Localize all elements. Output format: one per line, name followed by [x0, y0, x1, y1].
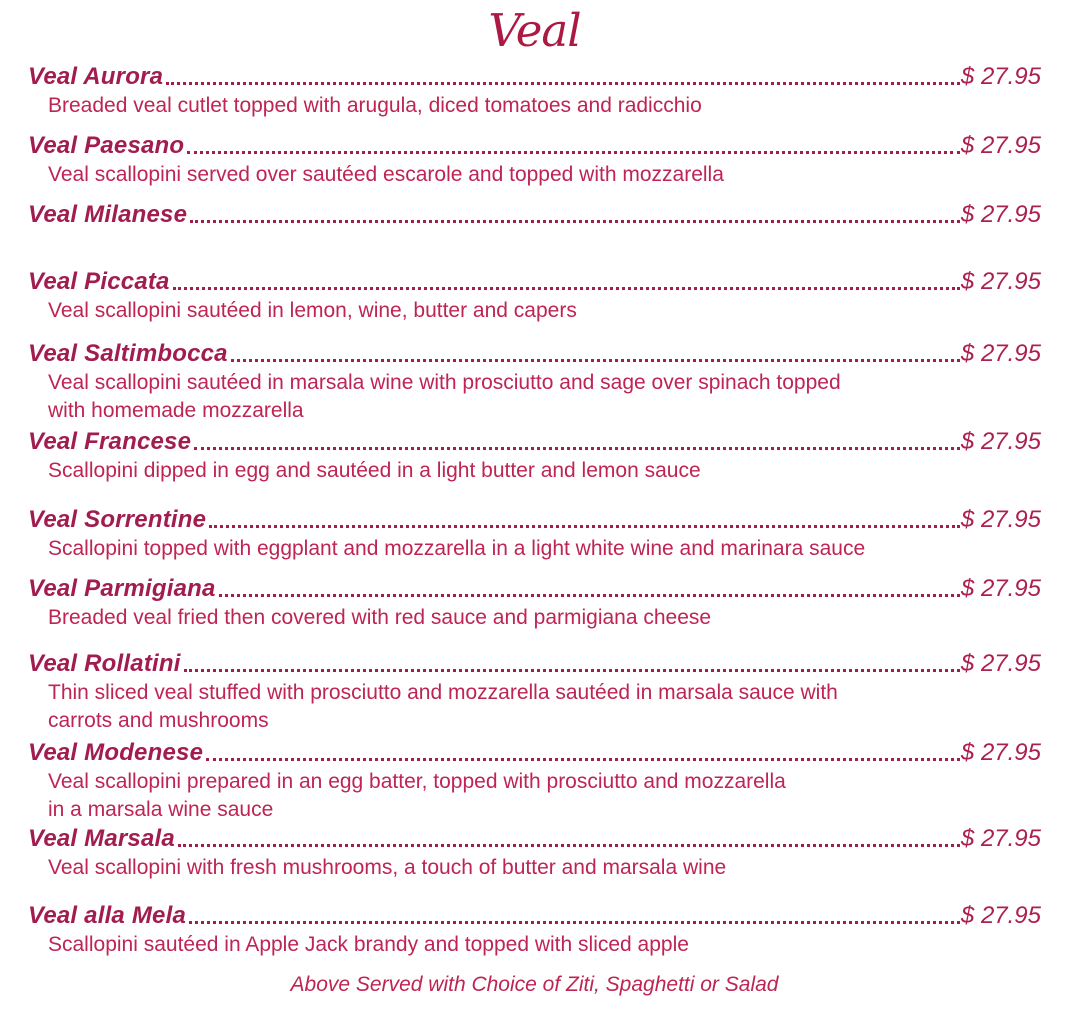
footer-note: Above Served with Choice of Ziti, Spaghetti or Salad: [290, 973, 779, 996]
menu-item: [28, 738, 1041, 824]
item-price: $ 27.95: [960, 268, 1041, 295]
menu-item: [28, 824, 1041, 882]
item-price: $ 27.95: [960, 506, 1041, 533]
menu-item: [28, 901, 1041, 959]
item-description-line: Veal scallopini prepared in an egg batter, topped with prosciutto and mozzarella: [48, 770, 786, 793]
dotted-leader: [173, 287, 960, 290]
item-description: [28, 854, 1041, 882]
item-description-line: Veal scallopini with fresh mushrooms, a touch of butter and marsala wine: [48, 856, 727, 879]
menu-item-row: [28, 131, 1041, 161]
menu-item: [28, 505, 1041, 563]
item-name: Veal Piccata: [28, 268, 170, 295]
dotted-leader: [231, 359, 960, 362]
dotted-leader: [190, 220, 960, 223]
menu-item-row: [28, 901, 1041, 931]
dotted-leader: [166, 82, 960, 85]
item-price: $ 27.95: [960, 650, 1041, 677]
item-price: $ 27.95: [960, 340, 1041, 367]
item-description-line: Scallopini topped with eggplant and mozzarella in a light white wine and marinara sauce: [48, 537, 866, 560]
item-name: Veal Francese: [28, 428, 192, 455]
item-name: Veal Sorrentine: [28, 506, 207, 533]
item-description: [28, 604, 1041, 632]
item-name: Veal Parmigiana: [28, 575, 216, 602]
item-description: [28, 931, 1041, 959]
dotted-leader: [178, 844, 960, 847]
item-price: $ 27.95: [960, 902, 1041, 929]
item-description-line: Veal scallopini sautéed in marsala wine with prosciutto and sage over spinach topped: [48, 371, 841, 394]
item-description-line: Breaded veal cutlet topped with arugula, diced tomatoes and radicchio: [48, 94, 702, 117]
item-description-line: Veal scallopini sautéed in lemon, wine, butter and capers: [48, 299, 577, 322]
menu-item-row: [28, 62, 1041, 92]
dotted-leader: [219, 594, 960, 597]
item-name: Veal alla Mela: [28, 902, 187, 929]
item-description: [28, 535, 1041, 563]
item-description: [28, 297, 1041, 325]
menu-item: [28, 131, 1041, 189]
item-price: $ 27.95: [960, 739, 1041, 766]
dotted-leader: [189, 921, 960, 924]
menu-item: [28, 200, 1041, 230]
item-description: [28, 457, 1041, 485]
item-description-line: in a marsala wine sauce: [48, 798, 274, 821]
menu-item: [28, 267, 1041, 325]
item-name: Veal Milanese: [28, 201, 188, 228]
item-description: [28, 768, 1041, 824]
dotted-leader: [206, 758, 960, 761]
item-description-line: Scallopini dipped in egg and sautéed in a light butter and lemon sauce: [48, 459, 701, 482]
item-price: $ 27.95: [960, 575, 1041, 602]
item-name: Veal Rollatini: [28, 650, 181, 677]
dotted-leader: [187, 151, 960, 154]
item-description-line: Breaded veal fried then covered with red sauce and parmigiana cheese: [48, 606, 712, 629]
menu-item-row: [28, 824, 1041, 854]
item-description: [28, 161, 1041, 189]
menu-item-row: [28, 267, 1041, 297]
dotted-leader: [194, 447, 960, 450]
menu-item-row: [28, 738, 1041, 768]
item-price: $ 27.95: [960, 428, 1041, 455]
menu-item-row: [28, 200, 1041, 230]
menu-item-row: [28, 649, 1041, 679]
item-description-line: with homemade mozzarella: [48, 399, 304, 422]
item-name: Veal Saltimbocca: [28, 340, 228, 367]
menu-item: [28, 339, 1041, 425]
menu-item: [28, 427, 1041, 485]
dotted-leader: [209, 525, 960, 528]
item-description: [28, 679, 1041, 735]
menu-item: [28, 649, 1041, 735]
section-title: Veal: [488, 4, 581, 57]
item-description-line: carrots and mushrooms: [48, 709, 269, 732]
item-price: $ 27.95: [960, 63, 1041, 90]
menu-item-row: [28, 339, 1041, 369]
item-price: $ 27.95: [960, 132, 1041, 159]
menu-item-row: [28, 574, 1041, 604]
menu-item-row: [28, 427, 1041, 457]
item-description: [28, 92, 1041, 120]
item-name: Veal Marsala: [28, 825, 175, 852]
dotted-leader: [184, 669, 960, 672]
item-price: $ 27.95: [960, 201, 1041, 228]
menu-list: [28, 62, 1041, 959]
item-description-line: Veal scallopini served over sautéed escarole and topped with mozzarella: [48, 163, 724, 186]
menu-item: [28, 574, 1041, 632]
item-description-line: Scallopini sautéed in Apple Jack brandy and topped with sliced apple: [48, 933, 689, 956]
item-name: Veal Modenese: [28, 739, 204, 766]
item-name: Veal Paesano: [28, 132, 185, 159]
item-name: Veal Aurora: [28, 63, 164, 90]
menu-item-row: [28, 505, 1041, 535]
item-description-line: Thin sliced veal stuffed with prosciutto and mozzarella sautéed in marsala sauce with: [48, 681, 838, 704]
menu-item: [28, 62, 1041, 120]
item-price: $ 27.95: [960, 825, 1041, 852]
item-description: [28, 369, 1041, 425]
